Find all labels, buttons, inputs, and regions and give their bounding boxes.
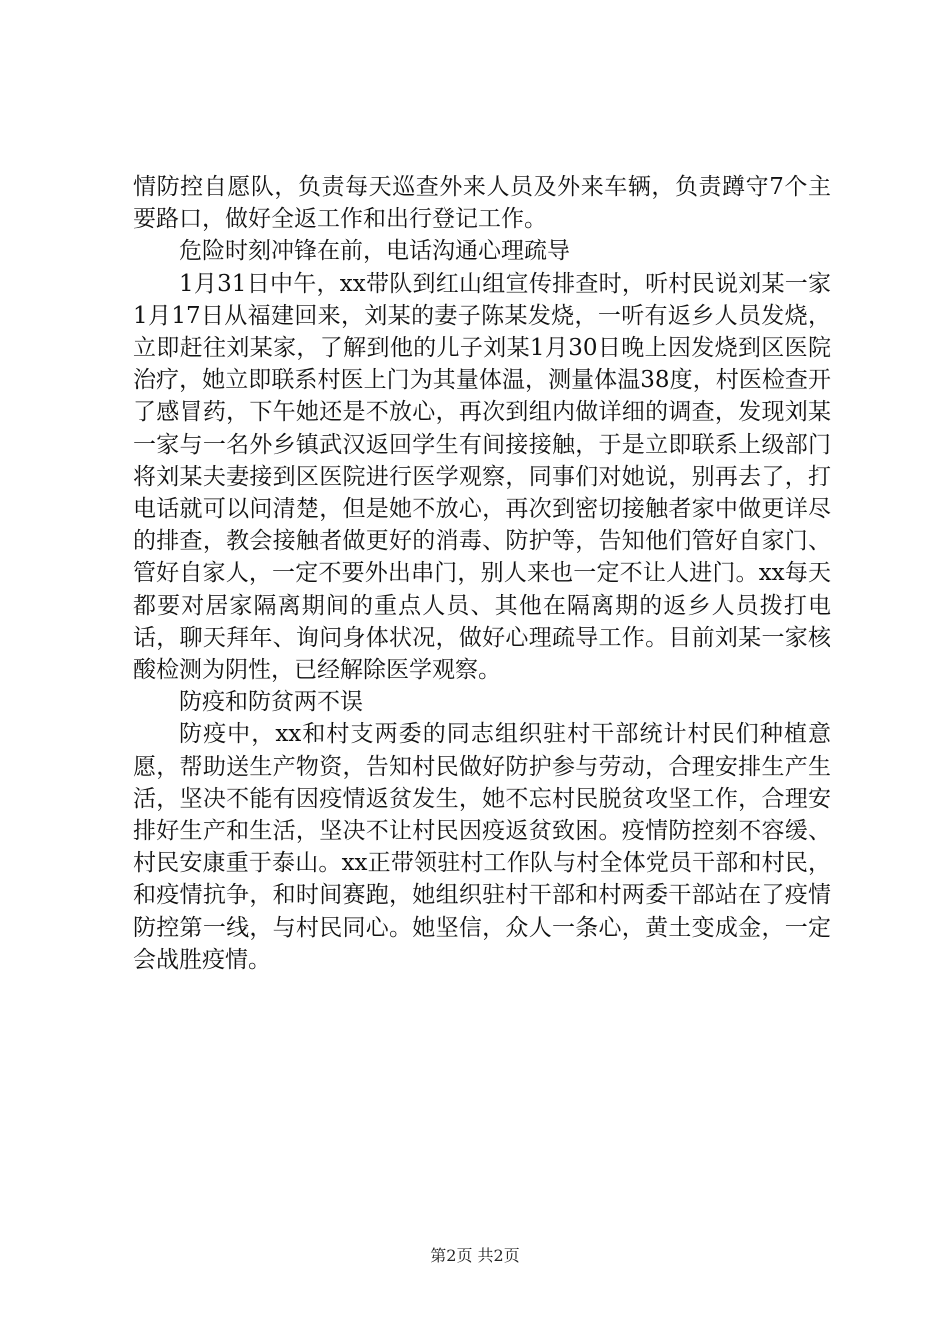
document-body [133, 171, 831, 976]
section-heading-poverty: 防疫和防贫两不误 [179, 689, 363, 716]
paragraph-investigation: 1月31日中午，xx带队到红山组宣传排查时，听村民说刘某一家1月17日从福建回来，刘某的妻子陈某发烧，一听有返乡人员发烧，立即赶往刘某家，了解到他的儿子刘某1月30日晚上因发烧到区医院治疗，她立即联系村医上门为其量体温，测量体温38度，村医检查开了感冒药，下午她还是不放心，再次到组内做详细的调查，发现刘某一家与一名外乡镇武汉返回学生有间接接触，于是立即联系上级部门将刘某夫妻接到区医院进行医学观察，同事们对她说，别再去了，打电话就可以问清楚，但是她不放心，再次到密切接触者家中做更详尽的排查，教会接触者做更好的消毒、防护等，告知他们管好自家门、管好自家人，一定不要外出串门，别人来也一定不让人进门。xx每天都要对居家隔离期间的重点人员、其他在隔离期的返乡人员拨打电话，聊天拜年、询问身体状况，做好心理疏导工作。目前刘某一家核酸检测为阴性，已经解除医学观察。 [133, 270, 831, 684]
page-number-footer: 第2页 共2页 [430, 1246, 520, 1265]
section-heading-danger: 危险时刻冲锋在前，电话沟通心理疏导 [179, 238, 570, 265]
paragraph-continuation: 情防控自愿队，负责每天巡查外来人员及外来车辆，负责蹲守7个主要路口，做好全返工作和出行登记工作。 [133, 174, 831, 233]
paragraph-poverty: 防疫中，xx和村支两委的同志组织驻村干部统计村民们种植意愿，帮助送生产物资，告知村民做好防护参与劳动，合理安排生产生活，坚决不能有因疫情返贫发生，她不忘村民脱贫攻坚工作，合理安排好生产和生活，坚决不让村民因疫返贫致困。疫情防控刻不容缓、村民安康重于泰山。xx正带领驻村工作队与村全体党员干部和村民，和疫情抗争，和时间赛跑，她组织驻村干部和村两委干部站在了疫情防控第一线，与村民同心。她坚信，众人一条心，黄土变成金，一定会战胜疫情。 [133, 721, 831, 973]
